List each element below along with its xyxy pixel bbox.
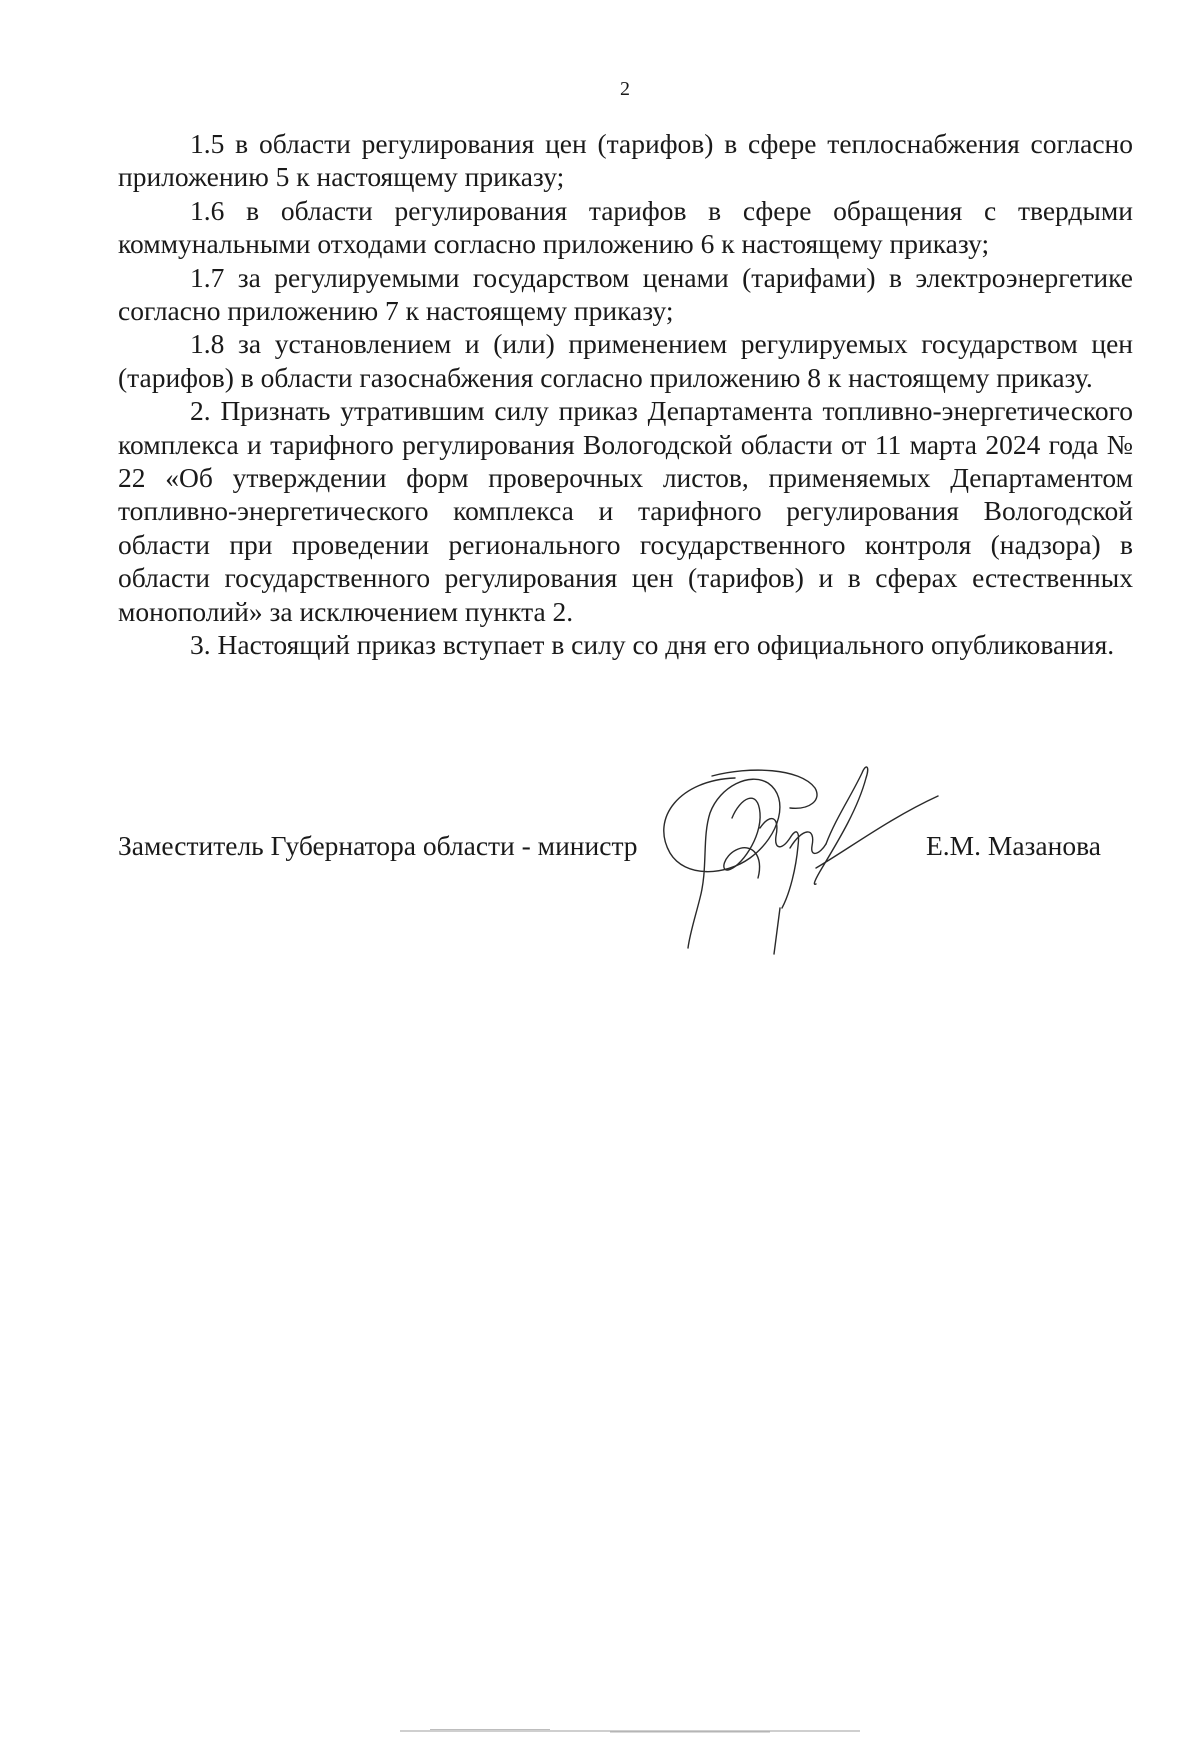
signer-position: Заместитель Губернатора области - министр <box>118 830 638 861</box>
document-body <box>118 127 1133 662</box>
paragraph-1-7: 1.7 за регулируемыми государством ценами (тарифами) в электроэнергетике согласно приложению 7 к настоящему приказу; <box>118 261 1133 327</box>
paragraph-3: 3. Настоящий приказ вступает в силу со дня его официального опубликования. <box>190 629 1115 661</box>
paragraph-1-8: 1.8 за установлением и (или) применением регулируемых государством цен (тарифов) в области газоснабжения согласно приложению 8 к настоящему приказу. <box>118 328 1133 393</box>
scan-edge-artifact <box>400 1727 860 1735</box>
paragraph-2: 2. Признать утратившим силу приказ Департамента топливно-энергетического комплекса и тарифного регулирования Вологодской области от 11 марта 2024 года № 22 «Об утверждении форм проверочных листов, применяемых Департаментом топливно-энергетического комплекса и тарифного регулирования Вологодской области при проведении регионального государственного контроля (надзора) в области государственного регулирования цен (тарифов) и в сферах естественных монополий» за исключением пункта 2. <box>118 395 1133 627</box>
handwritten-signature <box>640 758 970 958</box>
signer-name: Е.М. Мазанова <box>926 830 1101 861</box>
paragraph-1-5: 1.5 в области регулирования цен (тарифов) в сфере теплоснабжения согласно приложению 5 к настоящему приказу; <box>118 128 1133 193</box>
paragraph-1-6: 1.6 в области регулирования тарифов в сфере обращения с твердыми коммунальными отходами согласно приложению 6 к настоящему приказу; <box>118 194 1133 260</box>
page-number: 2 <box>620 78 630 100</box>
